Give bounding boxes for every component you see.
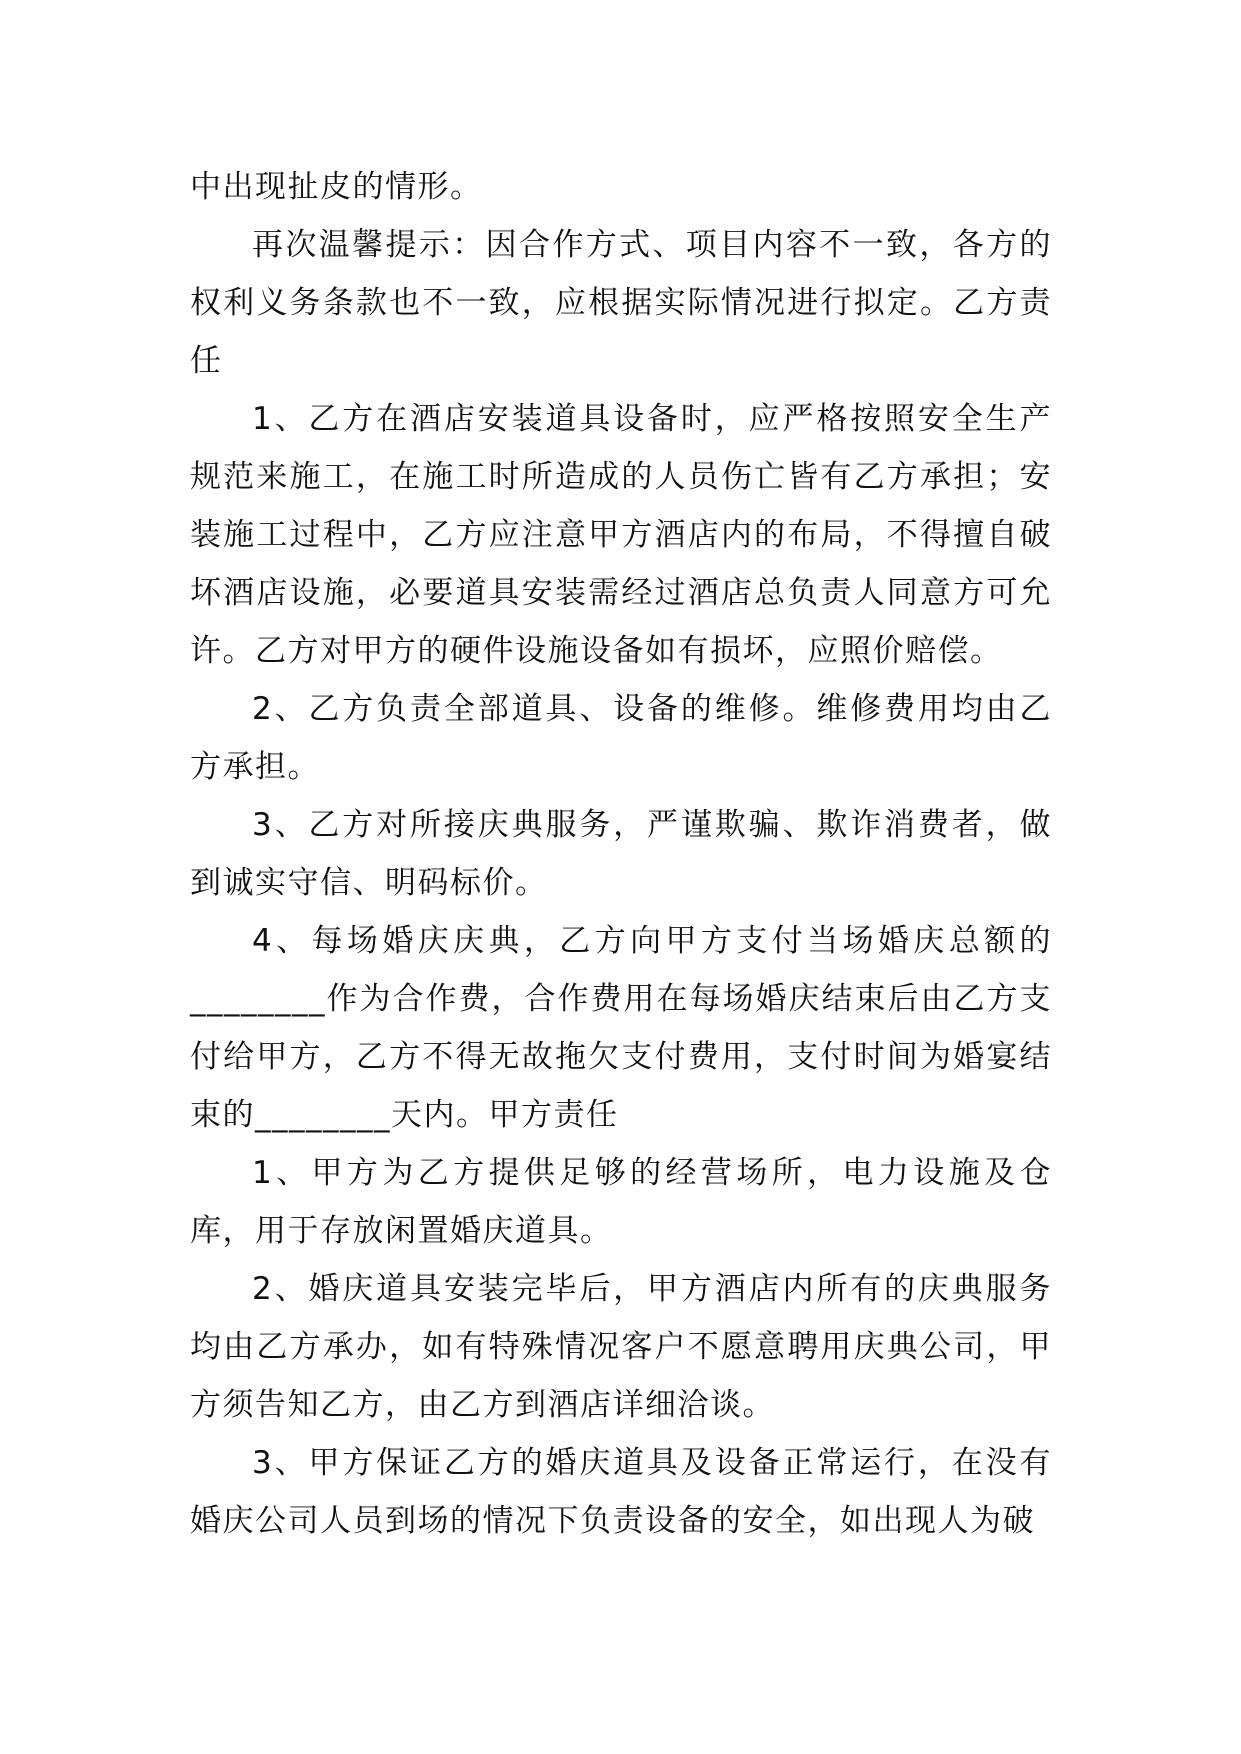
paragraph-party-b-4: 4、每场婚庆庆典，乙方向甲方支付当场婚庆总额的________作为合作费，合作费用在每场婚庆结束后由乙方支付给甲方，乙方不得无故拖欠支付费用，支付时间为婚宴结束的________天内。甲方责任 xyxy=(190,923,1052,1133)
paragraph-party-a-1: 1、甲方为乙方提供足够的经营场所，电力设施及仓库，用于存放闲置婚庆道具。 xyxy=(190,1155,1052,1249)
paragraph-reminder: 再次温馨提示：因合作方式、项目内容不一致，各方的权利义务条款也不一致，应根据实际情况进行拟定。乙方责任 xyxy=(190,227,1052,379)
paragraph-party-a-2: 2、婚庆道具安装完毕后，甲方酒店内所有的庆典服务均由乙方承办，如有特殊情况客户不愿意聘用庆典公司，甲方须告知乙方，由乙方到酒店详细洽谈。 xyxy=(190,1271,1052,1423)
paragraph-party-b-3: 3、乙方对所接庆典服务，严谨欺骗、欺诈消费者，做到诚实守信、明码标价。 xyxy=(190,807,1052,901)
document-body xyxy=(190,158,1052,1550)
paragraph-party-a-3: 3、甲方保证乙方的婚庆道具及设备正常运行，在没有婚庆公司人员到场的情况下负责设备的安全，如出现人为破 xyxy=(190,1445,1052,1539)
paragraph-party-b-2: 2、乙方负责全部道具、设备的维修。维修费用均由乙方承担。 xyxy=(190,691,1052,785)
paragraph-continuation: 中出现扯皮的情形。 xyxy=(190,169,483,205)
paragraph-party-b-1: 1、乙方在酒店安装道具设备时，应严格按照安全生产规范来施工，在施工时所造成的人员伤亡皆有乙方承担；安装施工过程中，乙方应注意甲方酒店内的布局，不得擅自破坏酒店设施，必要道具安装需经过酒店总负责人同意方可允许。乙方对甲方的硬件设施设备如有损坏，应照价赔偿。 xyxy=(190,401,1052,669)
